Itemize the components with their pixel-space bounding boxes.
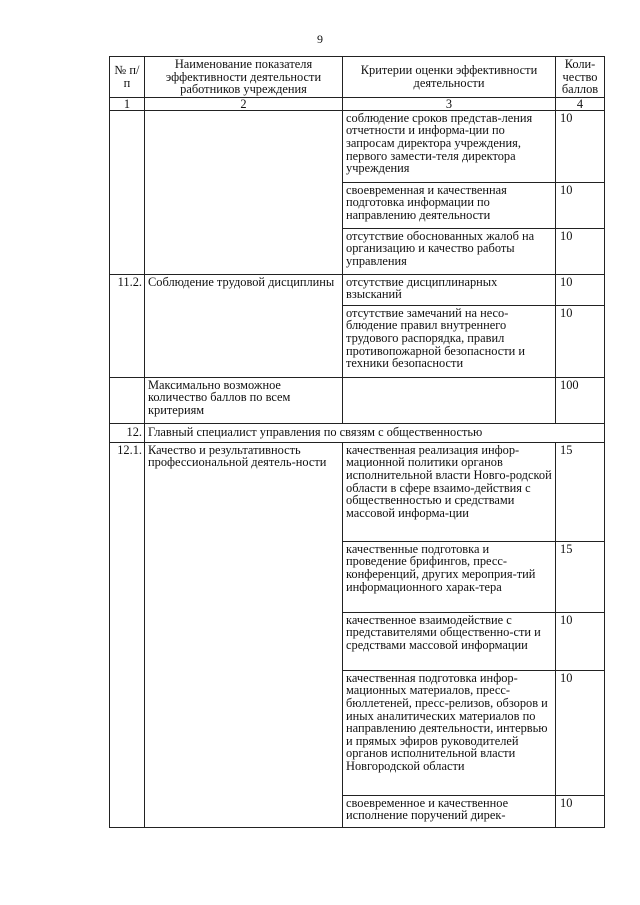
cell-score: 10 — [556, 228, 605, 274]
cell-criterion: отсутствие замечаний на несо-блюдение правил внутреннего трудового распорядка, правил противопожарной безопасности и техники безопасности — [343, 305, 556, 377]
cell-score: 10 — [556, 795, 605, 827]
cell-score: 10 — [556, 612, 605, 670]
cell-number: 12.1. — [110, 442, 145, 827]
header-number: № п/п — [110, 57, 145, 98]
cell-score: 15 — [556, 541, 605, 612]
cell-score: 10 — [556, 110, 605, 182]
cell-indicator — [145, 110, 343, 274]
cell-criterion: качественные подготовка и проведение брифингов, пресс-конференций, других мероприя-тий информационного харак-тера — [343, 541, 556, 612]
page-number: 9 — [317, 32, 323, 46]
column-number: 2 — [145, 97, 343, 110]
cell-number: 12. — [110, 423, 145, 442]
table-row — [110, 274, 605, 305]
cell-criterion: качественное взаимодействие с представителями общественно-сти и средствами массовой информации — [343, 612, 556, 670]
cell-score: 100 — [556, 377, 605, 423]
cell-criterion: качественная реализация инфор-мационной политики органов исполнительной власти Новго-родской области в сфере взаимо-действия с общественностью и средствами массовой информа-ции — [343, 442, 556, 541]
criteria-table — [109, 56, 605, 828]
section-row — [110, 423, 605, 442]
cell-criterion: отсутствие обоснованных жалоб на организацию и качество работы управления — [343, 228, 556, 274]
cell-criterion — [343, 377, 556, 423]
cell-criterion: качественная подготовка инфор-мационных материалов, пресс-бюллетеней, пресс-релизов, обзоров и иных аналитических материалов по направлению деятельности, интервью и прямых эфиров руководителей органов исполнительной власти Новгородской области — [343, 670, 556, 795]
table-row-total — [110, 377, 605, 423]
header-criteria: Критерии оценки эффективности деятельности — [343, 57, 556, 98]
table-header-row — [110, 57, 605, 98]
column-number: 4 — [556, 97, 605, 110]
cell-criterion: своевременная и качественная подготовка информации по направлению деятельности — [343, 182, 556, 228]
table-row — [110, 110, 605, 182]
cell-number: 11.2. — [110, 274, 145, 377]
cell-criterion: соблюдение сроков представ-ления отчетности и информа-ции по запросам директора учреждения, первого замести-теля директора учреждения — [343, 110, 556, 182]
header-score: Коли-чество баллов — [556, 57, 605, 98]
cell-score: 10 — [556, 182, 605, 228]
header-indicator: Наименование показателя эффективности деятельности работников учреждения — [145, 57, 343, 98]
cell-score: 15 — [556, 442, 605, 541]
table-row — [110, 442, 605, 541]
cell-indicator: Соблюдение трудовой дисциплины — [145, 274, 343, 377]
column-number: 1 — [110, 97, 145, 110]
column-number-row — [110, 97, 605, 110]
section-title: Главный специалист управления по связям с общественностью — [145, 423, 605, 442]
cell-score: 10 — [556, 274, 605, 305]
cell-score: 10 — [556, 670, 605, 795]
cell-number — [110, 377, 145, 423]
cell-number — [110, 110, 145, 274]
cell-criterion: отсутствие дисциплинарных взысканий — [343, 274, 556, 305]
cell-score: 10 — [556, 305, 605, 377]
cell-criterion: своевременное и качественное исполнение поручений дирек- — [343, 795, 556, 827]
cell-indicator: Максимально возможное количество баллов по всем критериям — [145, 377, 343, 423]
column-number: 3 — [343, 97, 556, 110]
cell-indicator: Качество и результативность профессиональной деятель-ности — [145, 442, 343, 827]
